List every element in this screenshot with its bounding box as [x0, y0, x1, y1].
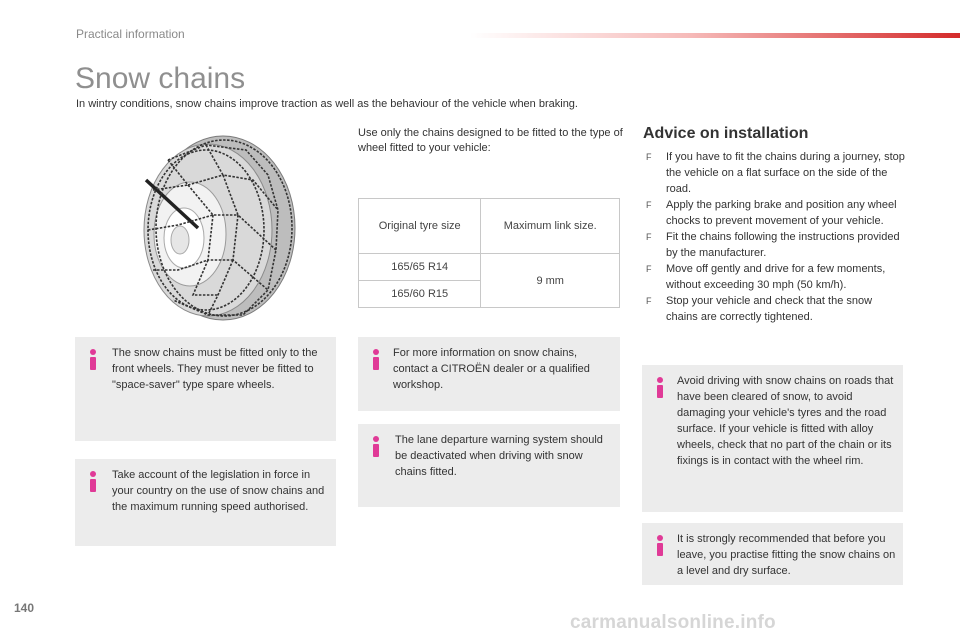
info-text: It is strongly recommended that before you leave, you practise fitting the snow chains on a level and dry surface.: [677, 533, 896, 577]
info-text: For more information on snow chains, contact a CITROËN dealer or a qualified workshop.: [393, 347, 590, 391]
info-text: The snow chains must be fitted only to the front wheels. They must never be fitted to "space-saver" type spare wheels.: [112, 347, 318, 391]
list-item-text: Stop your vehicle and check that the snow chains are correctly tightened.: [666, 295, 873, 323]
header-accent-bar: [470, 33, 960, 38]
bullet-icon: F: [646, 264, 652, 274]
section-header: Practical information: [76, 27, 185, 41]
page-number: 140: [14, 601, 35, 615]
list-item: [646, 197, 906, 229]
list-item: [646, 149, 906, 197]
info-box-lane-departure: [358, 424, 620, 507]
tyre-size-cell: 165/60 R15: [359, 281, 481, 308]
info-box-practise-fitting: [642, 523, 903, 585]
info-icon: [654, 377, 666, 399]
info-text: The lane departure warning system should be deactivated when driving with snow chains fitted.: [395, 434, 603, 478]
watermark: carmanualsonline.info: [570, 612, 776, 633]
table-header-link-size: Maximum link size.: [481, 199, 620, 254]
bullet-icon: F: [646, 232, 652, 242]
info-box-cleared-roads: [642, 365, 903, 512]
snow-chain-wheel-illustration: [128, 130, 298, 325]
info-icon: [654, 535, 666, 557]
list-item: [646, 229, 906, 261]
info-icon: [87, 471, 99, 493]
page-title: Snow chains: [75, 62, 246, 95]
list-item-text: Fit the chains following the instructions provided by the manufacturer.: [666, 231, 900, 259]
info-text: Take account of the legislation in force in your country on the use of snow chains and the maximum running speed authorised.: [112, 469, 325, 513]
tyre-size-table: [358, 198, 620, 308]
bullet-icon: F: [646, 152, 652, 162]
list-item: [646, 293, 906, 325]
info-box-legislation: [75, 459, 336, 546]
info-box-front-wheels: [75, 337, 336, 441]
table-row: [359, 254, 620, 281]
advice-list: [646, 149, 906, 325]
bullet-icon: F: [646, 296, 652, 306]
intro-text: In wintry conditions, snow chains improve traction as well as the behaviour of the vehicle when braking.: [76, 98, 578, 110]
list-item: [646, 261, 906, 293]
link-size-cell: 9 mm: [481, 254, 620, 308]
info-text: Avoid driving with snow chains on roads that have been cleared of snow, to avoid damaging your vehicle's tyres and the road surface. If your vehicle is fitted with alloy wheels, check that no part of the chain or its fixings is in contact with the wheel rim.: [677, 375, 894, 467]
info-icon: [87, 349, 99, 371]
chain-fitting-intro: Use only the chains designed to be fitted to the type of wheel fitted to your vehicle:: [358, 127, 623, 154]
tyre-size-cell: 165/65 R14: [359, 254, 481, 281]
table-header-row: [359, 199, 620, 254]
table-header-tyre-size: Original tyre size: [359, 199, 481, 254]
bullet-icon: F: [646, 200, 652, 210]
advice-heading: Advice on installation: [643, 125, 809, 142]
info-icon: [370, 436, 382, 458]
info-box-dealer: [358, 337, 620, 411]
list-item-text: Apply the parking brake and position any wheel chocks to prevent movement of your vehicle.: [666, 199, 897, 227]
list-item-text: Move off gently and drive for a few moments, without exceeding 30 mph (50 km/h).: [666, 263, 886, 291]
list-item-text: If you have to fit the chains during a journey, stop the vehicle on a flat surface on the side of the road.: [666, 151, 905, 195]
info-icon: [370, 349, 382, 371]
